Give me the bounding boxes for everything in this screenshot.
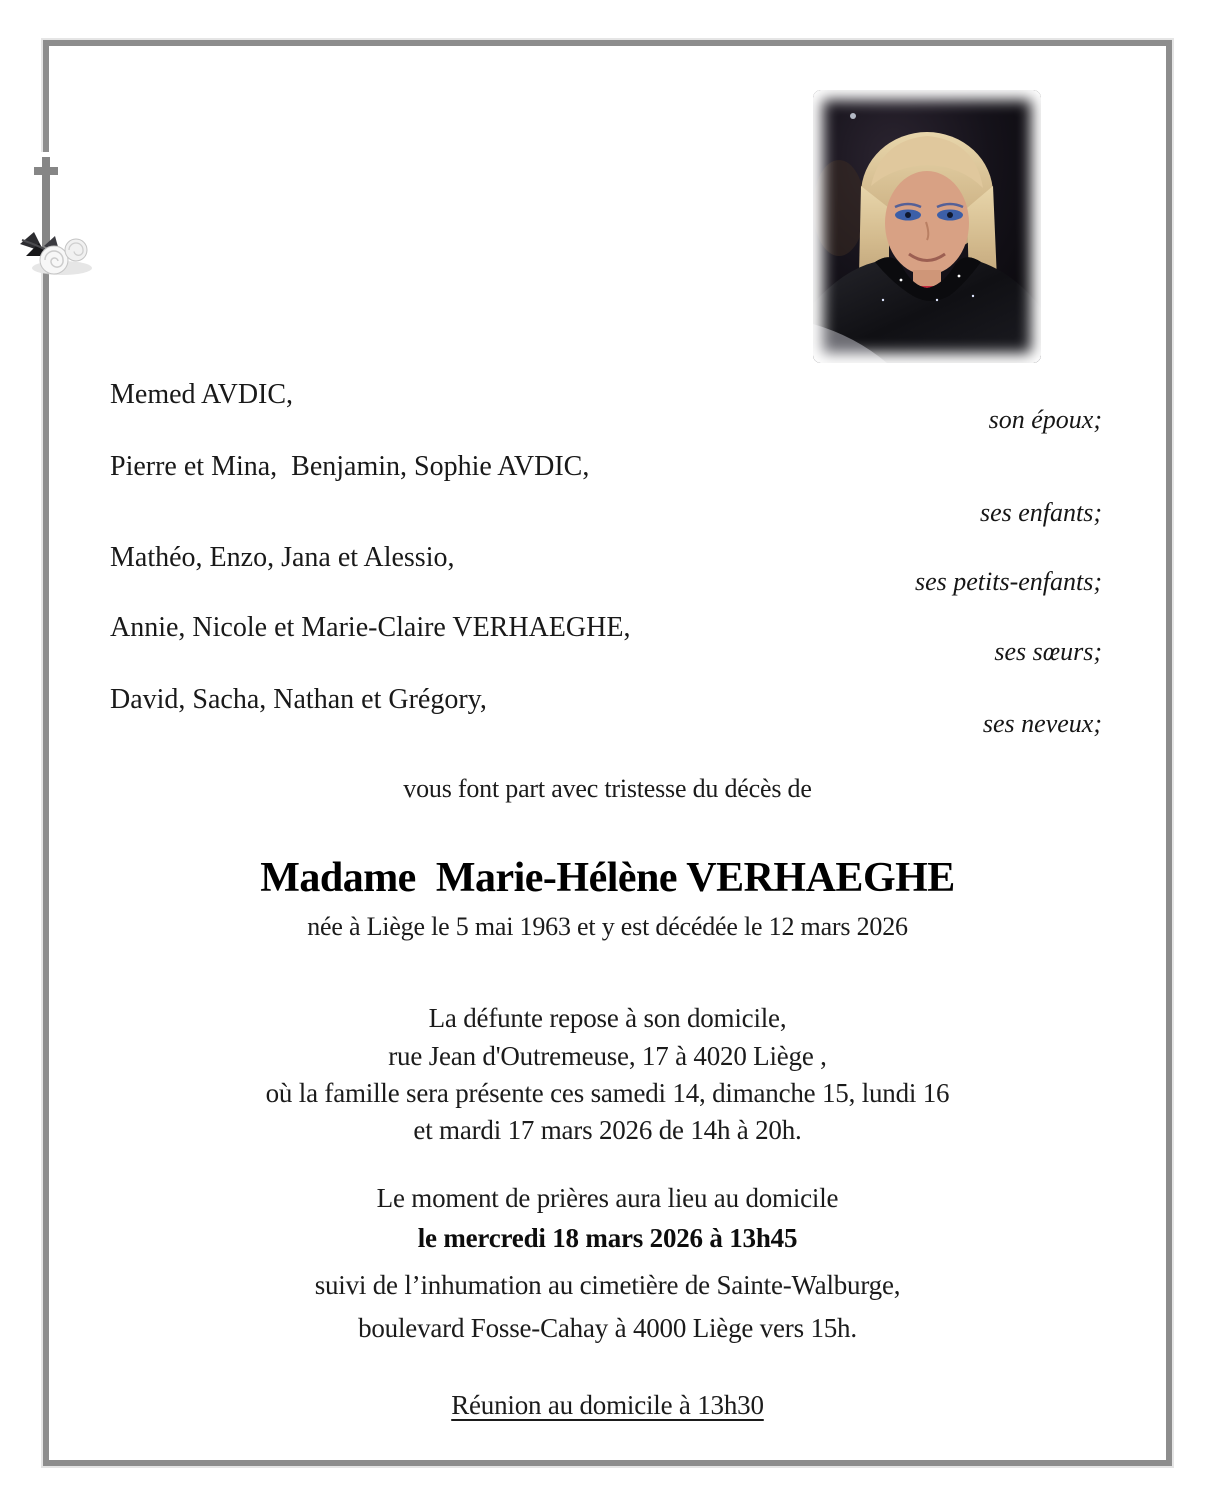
life-dates: née à Liège le 5 mai 1963 et y est décédée le 12 mars 2026 <box>307 912 908 941</box>
family-names-row: Pierre et Mina, Benjamin, Sophie AVDIC, <box>110 451 590 482</box>
portrait-photo <box>813 90 1041 363</box>
repose-line: où la famille sera présente ces samedi 14, dimanche 15, lundi 16 <box>265 1078 950 1108</box>
family-relation-row: ses sœurs; <box>994 637 1102 666</box>
ceremony-datetime: le mercredi 18 mars 2026 à 13h45 <box>417 1223 798 1253</box>
family-names-row: Mathéo, Enzo, Jana et Alessio, <box>110 542 455 573</box>
burial-location: boulevard Fosse-Cahay à 4000 Liège vers 15h. <box>358 1313 857 1343</box>
burial-line: suivi de l’inhumation au cimetière de Sainte-Walburge, <box>314 1270 901 1300</box>
family-relation-row: ses enfants; <box>979 498 1102 527</box>
family-relation-row: ses neveux; <box>982 709 1102 738</box>
cross-icon-arm <box>34 167 58 175</box>
deceased-name: Madame Marie-Hélène VERHAEGHE <box>260 855 955 901</box>
family-relation-row: son époux; <box>988 405 1102 434</box>
family-names-row: Memed AVDIC, <box>110 379 294 410</box>
white-roses-icon <box>14 214 100 278</box>
announcement-intro: vous font part avec tristesse du décès de <box>403 774 812 803</box>
family-names-row: Annie, Nicole et Marie-Claire VERHAEGHE, <box>110 612 631 643</box>
repose-line: et mardi 17 mars 2026 de 14h à 20h. <box>413 1115 802 1145</box>
repose-line: rue Jean d'Outremeuse, 17 à 4020 Liège , <box>388 1041 827 1071</box>
family-names-row: David, Sacha, Nathan et Grégory, <box>110 684 487 715</box>
family-relation-row: ses petits-enfants; <box>914 567 1102 596</box>
ceremony-intro: Le moment de prières aura lieu au domicile <box>376 1183 839 1213</box>
repose-line: La défunte repose à son domicile, <box>428 1003 787 1033</box>
reunion-line: Réunion au domicile à 13h30 <box>451 1390 764 1420</box>
